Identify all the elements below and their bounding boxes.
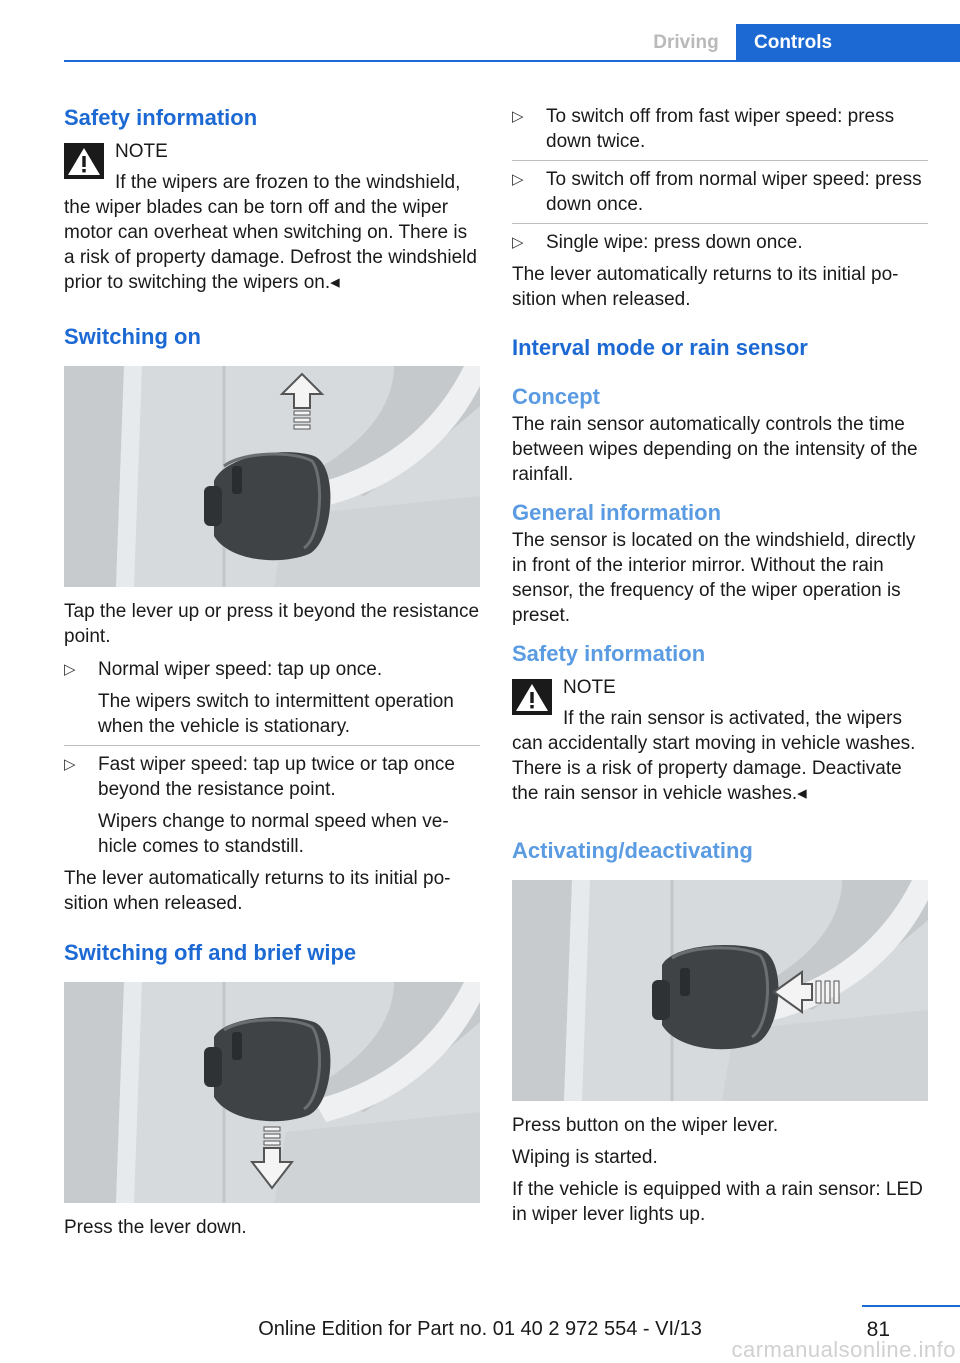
warning-triangle-icon bbox=[512, 679, 552, 715]
header-tab-driving: Driving bbox=[653, 32, 719, 53]
triangle-bullet-icon: ▷ bbox=[512, 234, 524, 251]
triangle-bullet-icon: ▷ bbox=[512, 171, 524, 188]
footer-rule bbox=[862, 1305, 960, 1307]
note-body: the wiper blades can be torn off and the wiper motor can overheat when switching on. There is a risk of property damage. Defrost the windshield prior to switching the wipers on.◂ bbox=[64, 197, 477, 293]
activating-deactivating-heading: Activating/deactivating bbox=[512, 838, 753, 863]
page-number: 81 bbox=[866, 1318, 890, 1341]
list-item: ▷ Fast wiper speed: tap up twice or tap once beyond the resistance point. Wipers change to normal speed when vehicle comes to standstill. bbox=[64, 745, 480, 859]
edition-text: Online Edition for Part no. 01 40 2 972 554 - VI/13 bbox=[258, 1318, 702, 1340]
returns-text: The lever automatically returns to its initial position when released. bbox=[512, 264, 899, 310]
list-item: ▷ Single wipe: press down once. bbox=[512, 223, 928, 255]
triangle-bullet-icon: ▷ bbox=[64, 661, 76, 678]
warning-triangle-icon bbox=[64, 143, 104, 179]
list-item: ▷ Normal wiper speed: tap up once. The wipers switch to intermittent operation when the vehicle is stationary. bbox=[64, 659, 454, 737]
note-first-line: If the wipers are frozen to the windshield, bbox=[115, 172, 461, 193]
wiper-lever-button-illustration bbox=[512, 880, 928, 1101]
list-item: ▷ To switch off from fast wiper speed: press down twice. bbox=[512, 106, 895, 152]
left-column bbox=[64, 100, 480, 1240]
list-item: ▷ To switch off from normal wiper speed: press down once. bbox=[512, 160, 928, 217]
note-frozen-wipers bbox=[64, 139, 480, 295]
note-rain-sensor bbox=[512, 675, 928, 806]
wiping-started-text: Wiping is started. bbox=[512, 1147, 658, 1168]
switching-on-heading: Switching on bbox=[64, 324, 201, 349]
general-text: The sensor is located on the windshield, directly in front of the interior mirror. Without the rain sensor, the frequency of the wiper operation is preset. bbox=[512, 530, 916, 626]
right-column bbox=[512, 104, 928, 1227]
general-information-heading: General information bbox=[512, 500, 722, 525]
triangle-bullet-icon: ▷ bbox=[64, 756, 76, 773]
note-label: NOTE bbox=[563, 677, 616, 698]
note-label: NOTE bbox=[115, 141, 168, 162]
rain-sensor-led-text: If the vehicle is equipped with a rain sensor: LED in wiper lever lights up. bbox=[512, 1179, 923, 1225]
concept-text: The rain sensor automatically controls the time between wipes depending on the intensity of the rainfall. bbox=[512, 414, 918, 485]
switching-off-heading: Switching off and brief wipe bbox=[64, 940, 357, 965]
header-rule bbox=[64, 60, 960, 62]
safety-information-heading: Safety information bbox=[64, 105, 258, 130]
safety-information-heading: Safety information bbox=[512, 641, 706, 666]
note-body: can accidentally start moving in vehicle washes. There is a risk of property damage. Deactivate the rain sensor in vehicle washes.◂ bbox=[512, 733, 916, 804]
interval-mode-heading: Interval mode or rain sensor bbox=[512, 335, 808, 360]
switching-on-text: Tap the lever up or press it beyond the resistance point. bbox=[64, 601, 480, 647]
concept-heading: Concept bbox=[512, 384, 600, 409]
triangle-bullet-icon: ▷ bbox=[512, 108, 524, 125]
wiper-lever-up-illustration bbox=[64, 366, 480, 587]
switch-off-list bbox=[512, 104, 928, 255]
switching-on-list bbox=[64, 657, 480, 859]
header-tab-controls: Controls bbox=[736, 24, 960, 62]
wiper-lever-down-illustration bbox=[64, 982, 480, 1203]
watermark: carmanualsonline.info bbox=[731, 1337, 956, 1362]
returns-text: The lever automatically returns to its initial position when released. bbox=[64, 868, 451, 914]
press-button-text: Press button on the wiper lever. bbox=[512, 1115, 779, 1136]
press-down-text: Press the lever down. bbox=[64, 1217, 247, 1238]
note-first-line: If the rain sensor is activated, the wipers bbox=[563, 708, 902, 729]
